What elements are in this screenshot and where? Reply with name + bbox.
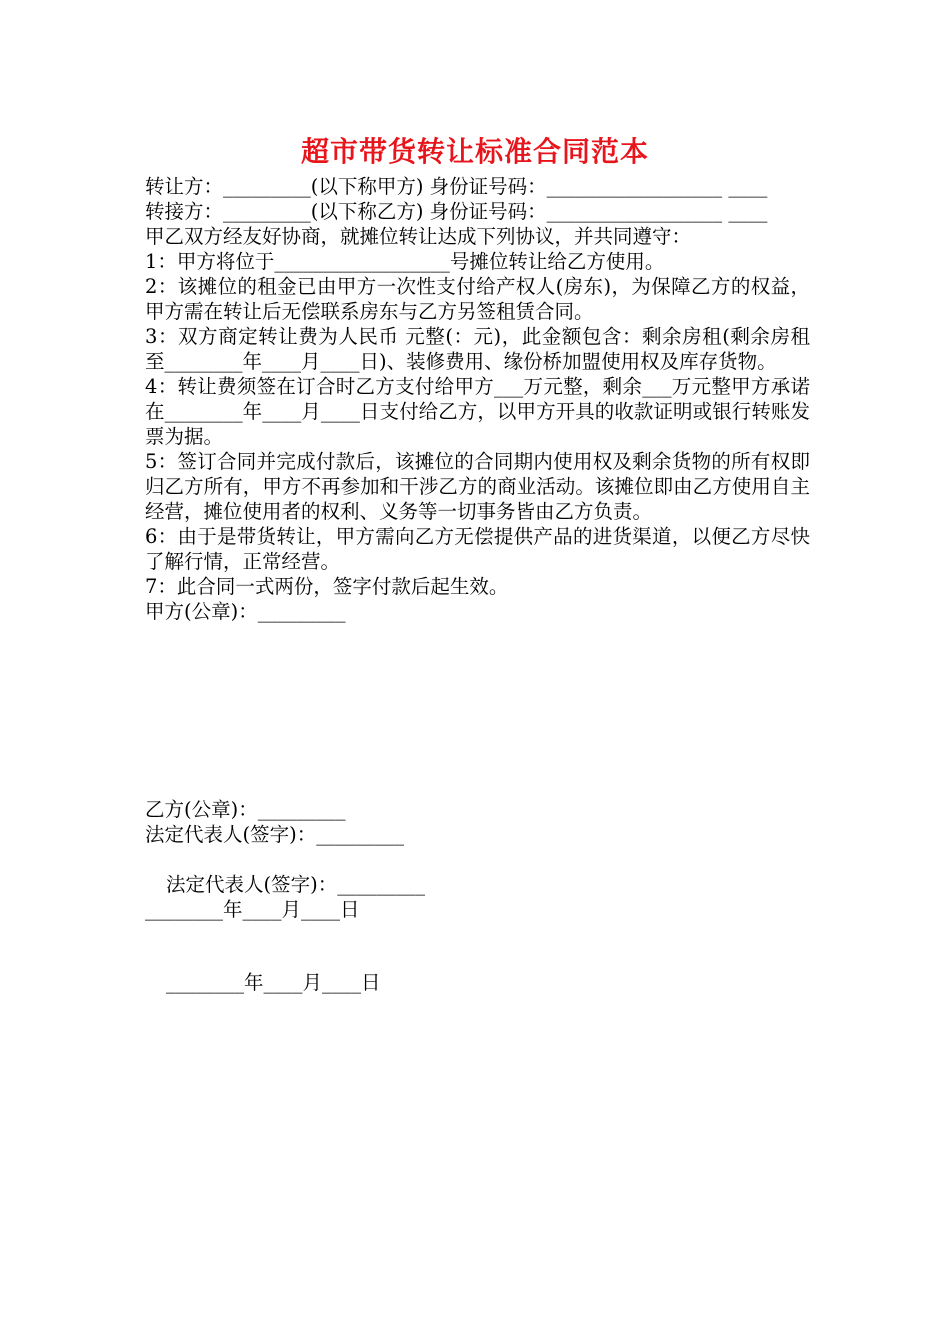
clause-5: 5：签订合同并完成付款后，该摊位的合同期内使用权及剩余货物的所有权即归乙方所有，甲方不再参加和干涉乙方的商业活动。该摊位即由乙方使用自主经营，摊位使用者的权利、义务等一切事务皆由乙方负责。 <box>145 450 810 523</box>
document-title: 超市带货转让标准合同范本 <box>300 135 649 168</box>
transferor-line: 转让方：_________(以下称甲方) 身份证号码：__________________ ____ <box>145 175 768 198</box>
party-b-seal: 乙方(公章)：_________ <box>145 798 346 821</box>
clause-6: 6：由于是带货转让，甲方需向乙方无偿提供产品的进货渠道，以便乙方尽快了解行情，正常经营。 <box>145 525 810 573</box>
contract-body <box>145 174 810 624</box>
transferee-line: 转接方：_________(以下称乙方) 身份证号码：__________________ ____ <box>145 200 768 223</box>
clause-3: 3：双方商定转让费为人民币 元整(：元)，此金额包含：剩余房租(剩余房租至________年____月____日)、装修费用、缘份桥加盟使用权及库存货物。 <box>145 325 810 373</box>
party-a-seal: 甲方(公章)：_________ <box>145 600 346 623</box>
clause-2: 2：该摊位的租金已由甲方一次性支付给产权人(房东)，为保障乙方的权益，甲方需在转让后无偿联系房东与乙方另签租赁合同。 <box>145 275 810 323</box>
clause-7: 7：此合同一式两份，签字付款后起生效。 <box>145 575 509 598</box>
clause-1: 1：甲方将位于__________________号摊位转让给乙方使用。 <box>145 250 665 273</box>
signing-date-2: ________年____月____日 <box>166 971 381 994</box>
signing-date-1: ________年____月____日 <box>145 898 360 921</box>
clause-4: 4：转让费须签在订合时乙方支付给甲方___万元整，剩余___万元整甲方承诺在________年____月____日支付给乙方，以甲方开具的收款证明或银行转账发票为据。 <box>145 375 810 448</box>
legal-rep-signature-1: 法定代表人(签字)：_________ <box>145 823 404 846</box>
legal-rep-signature-2: 法定代表人(签字)：_________ <box>166 873 425 896</box>
intro-paragraph: 甲乙双方经友好协商，就摊位转让达成下列协议，并共同遵守： <box>145 225 692 248</box>
